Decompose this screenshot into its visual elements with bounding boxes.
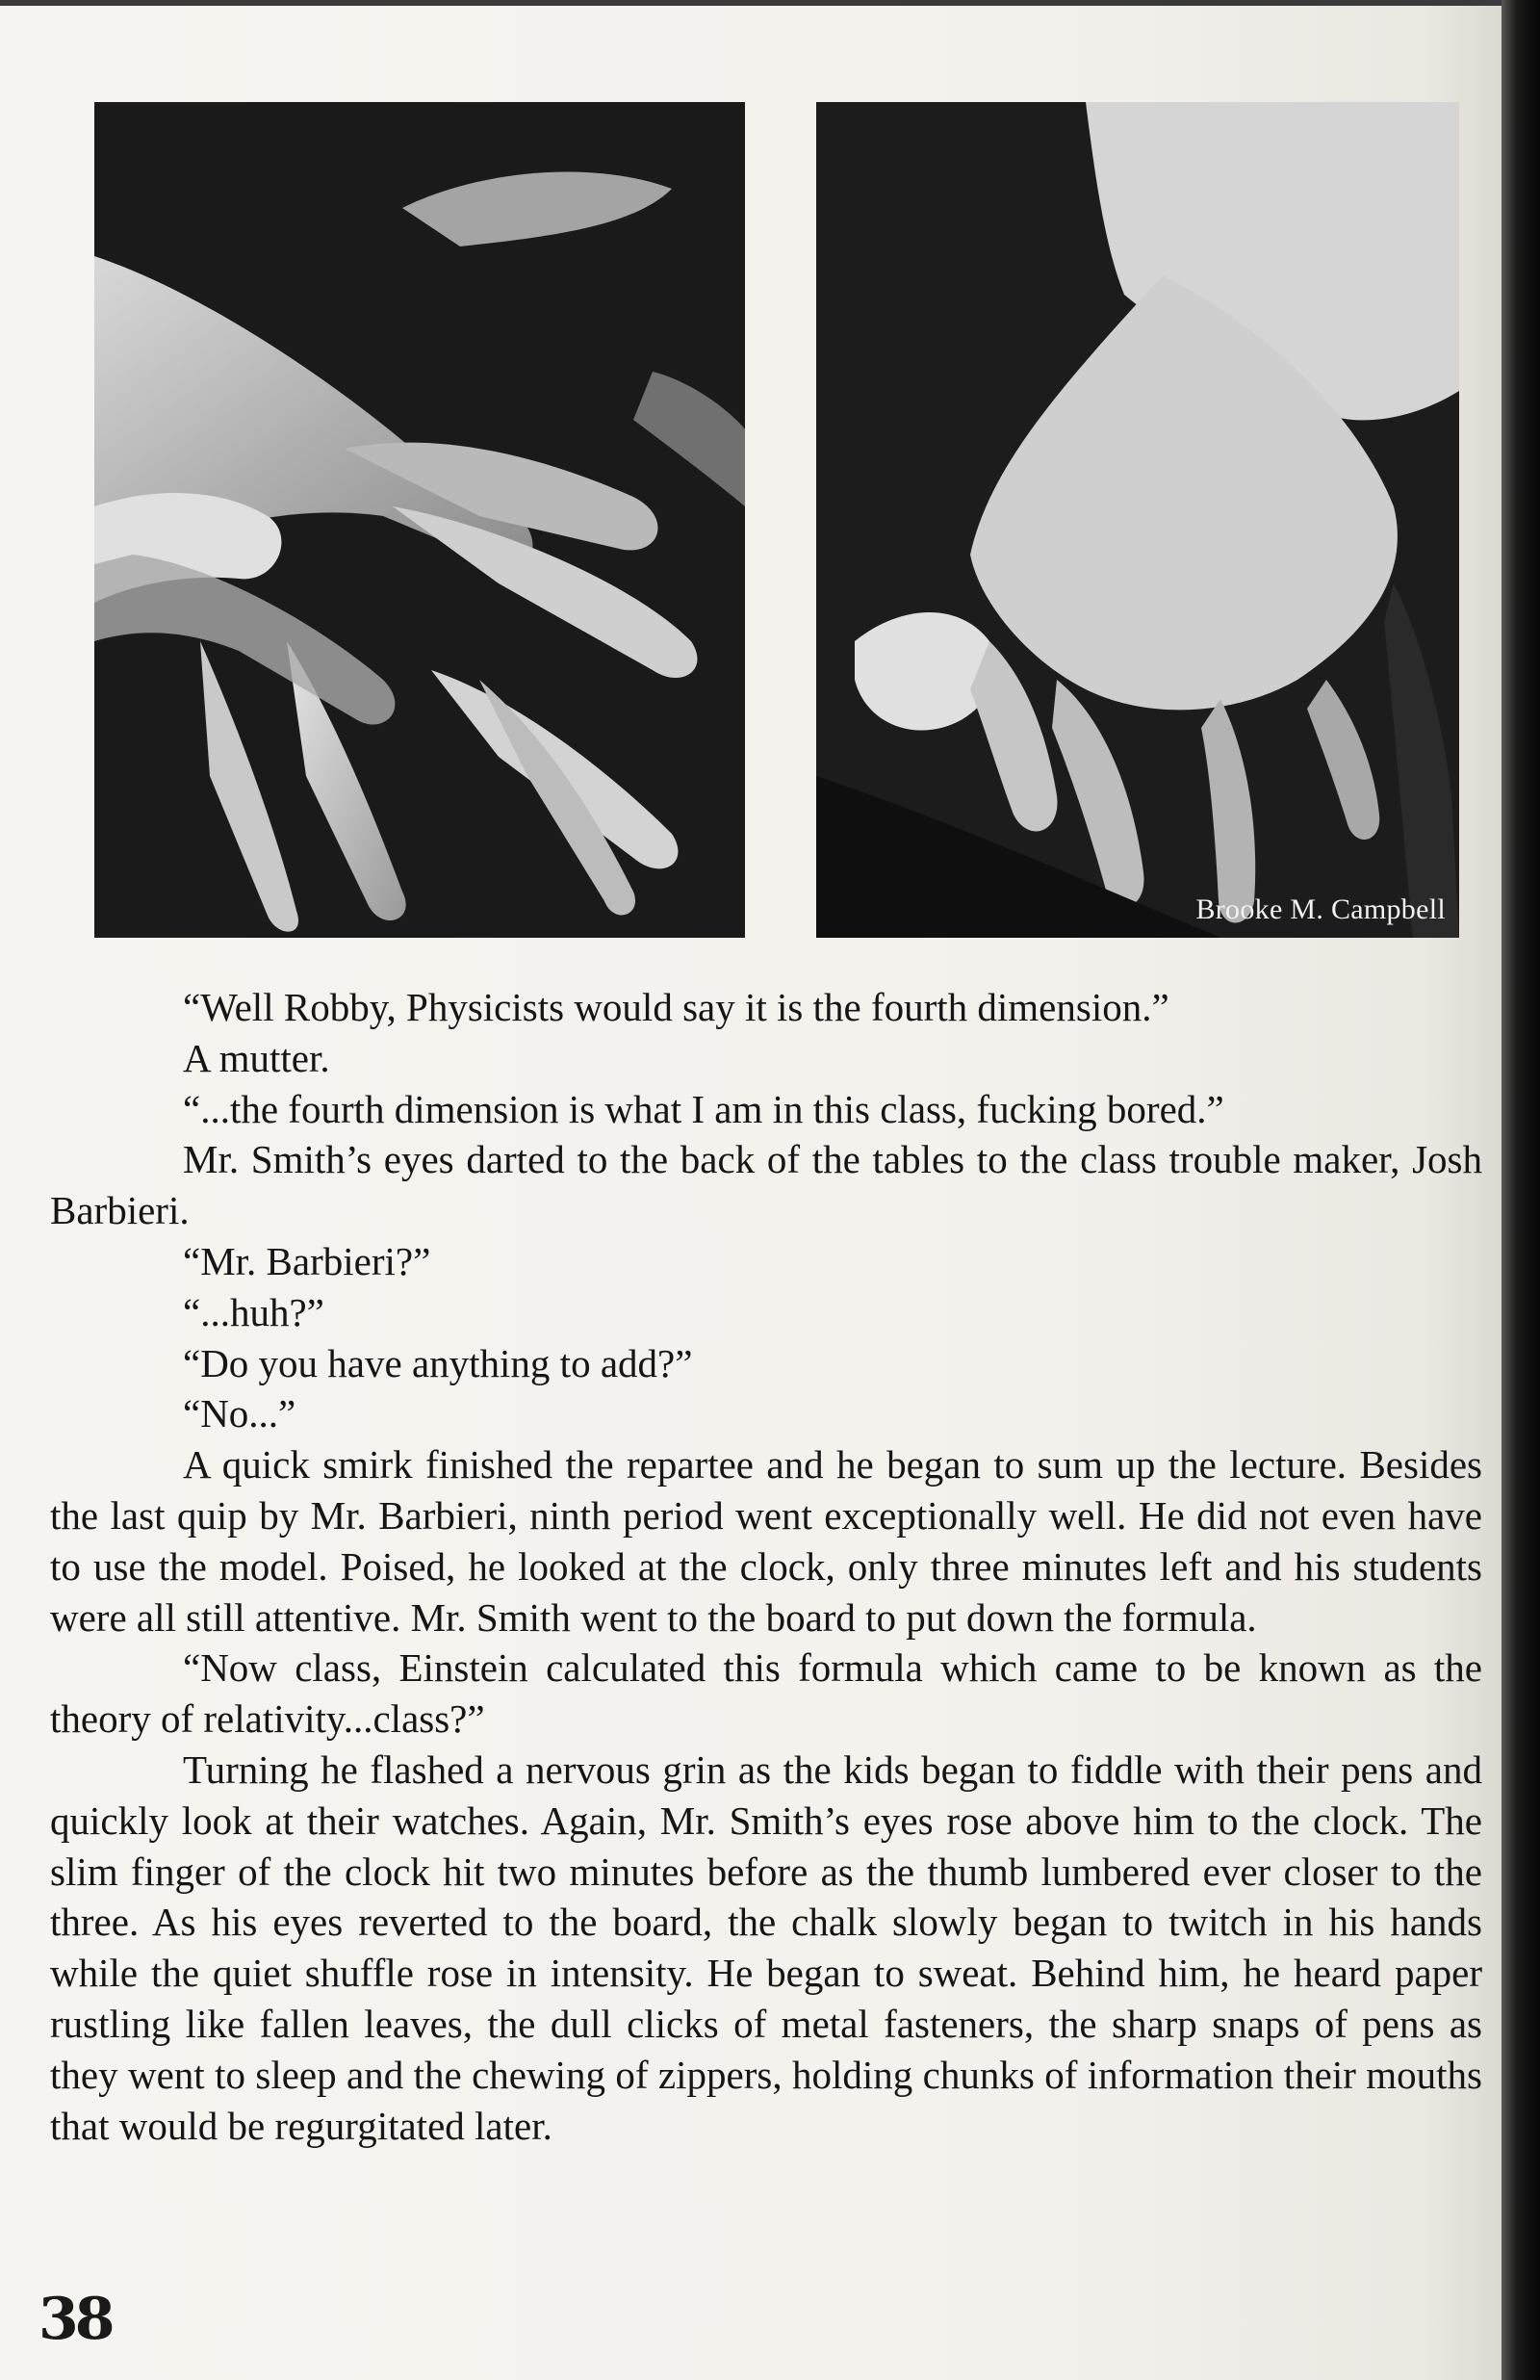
story-text	[50, 982, 1482, 2151]
story-paragraph: “Do you have anything to add?”	[183, 1340, 693, 1385]
page-number: 38	[38, 2286, 112, 2353]
story-paragraph: A quick smirk finished the repartee and he began to sum up the lecture. Besides the last quip by Mr. Barbieri, ninth period went exceptionally well. He did not even have to use the model. Poised, he looked at the clock, only three minutes left and his students were all still attentive. Mr. Smith went to the board to put down the formula.	[50, 1442, 1482, 1640]
story-paragraph: “No...”	[183, 1391, 296, 1436]
story-paragraph: “Mr. Barbieri?”	[183, 1238, 431, 1283]
page-top-edge	[0, 0, 1516, 6]
story-paragraph: “Now class, Einstein calculated this formula which came to be known as the theory of relativity...class?”	[50, 1645, 1482, 1742]
hand-photo-illustration	[816, 102, 1459, 938]
story-paragraph: A mutter.	[183, 1035, 330, 1080]
story-paragraph: “...huh?”	[183, 1289, 324, 1334]
photo-hands-left	[94, 102, 745, 938]
story-paragraph: “...the fourth dimension is what I am in this class, fucking bored.”	[183, 1086, 1224, 1131]
photo-credit: Brooke M. Campbell	[1195, 893, 1446, 925]
photo-hand-right	[816, 102, 1459, 938]
story-paragraph: Mr. Smith’s eyes darted to the back of the tables to the class trouble maker, Josh Barbieri.	[50, 1137, 1482, 1233]
book-spine-shadow	[1502, 0, 1540, 2380]
story-paragraph: Turning he flashed a nervous grin as the kids began to fiddle with their pens and quickly look at their watches. Again, Mr. Smith’s eyes rose above him to the clock. The slim finger of the clock hit two minutes before as the thumb lumbered ever closer to the three. As his eyes reverted to the board, the chalk slowly began to twitch in his hands while the quiet shuffle rose in intensity. He began to sweat. Behind him, he heard paper rustling like fallen leaves, the dull clicks of metal fasteners, the sharp snaps of pens as they went to sleep and the chewing of zippers, holding chunks of information their mouths that would be regurgitated later.	[50, 1746, 1482, 2148]
story-paragraph: “Well Robby, Physicists would say it is the fourth dimension.”	[183, 985, 1169, 1029]
hands-photo-illustration	[94, 102, 745, 938]
